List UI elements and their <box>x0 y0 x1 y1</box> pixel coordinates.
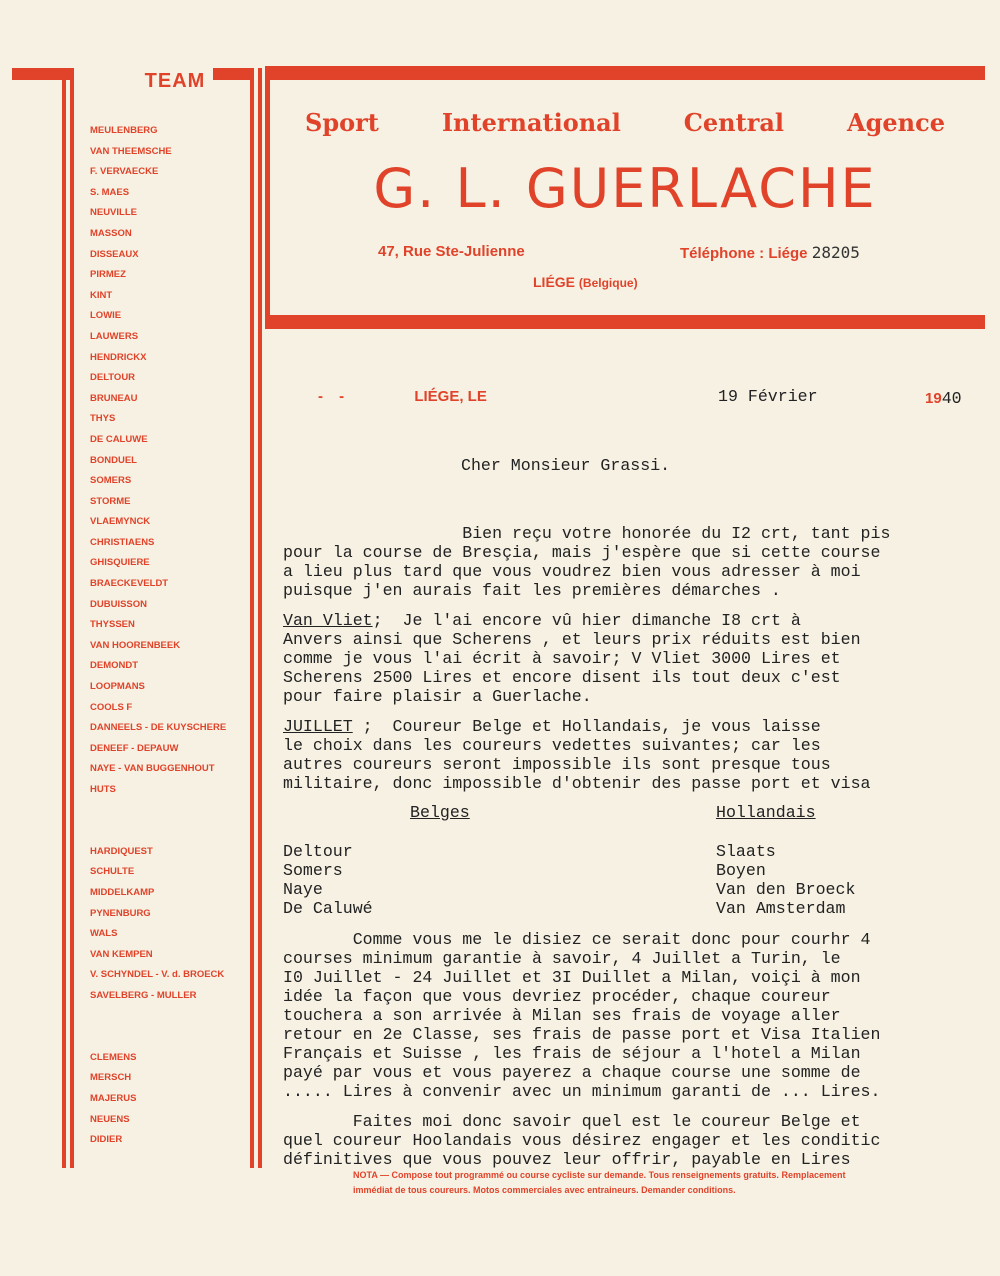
team-member: SAVELBERG - MULLER <box>90 989 197 1001</box>
typed-line: payé par vous et vous payerez a chaque course une somme de <box>283 1063 861 1082</box>
team-member: BRUNEAU <box>90 392 138 404</box>
typed-line: militaire, donc impossible d'obtenir des passe port et visa <box>283 774 871 793</box>
team-member: NAYE - VAN BUGGENHOUT <box>90 763 215 775</box>
company-city <box>533 274 638 290</box>
salutation: Cher Monsieur Grassi. <box>461 456 671 475</box>
typed-line: courses minimum garantie à savoir, 4 Juillet a Turin, le <box>283 949 841 968</box>
team-member: CLEMENS <box>90 1051 137 1063</box>
team-member: STORME <box>90 495 131 507</box>
phone-label: Téléphone : Liége <box>680 245 808 262</box>
team-title: TEAM <box>144 70 206 92</box>
typed-line: comme je vous l'ai écrit à savoir; V Vliet 3000 Lires et <box>283 649 841 668</box>
paragraph-1 <box>283 524 890 600</box>
p3-first-line: ; Coureur Belge et Hollandais, je vous laisse <box>352 717 821 736</box>
team-member: HARDIQUEST <box>90 845 153 857</box>
team-member: LAUWERS <box>90 330 139 342</box>
team-member: THYSSEN <box>90 619 135 631</box>
sidebar-rule-4 <box>258 68 262 1168</box>
team-sidebar <box>0 0 262 1276</box>
typed-line: idée la façon que vous devriez procéder, chaque coureur <box>283 987 831 1006</box>
team-member: MASSON <box>90 227 132 239</box>
typed-line: I0 Juillet - 24 Juillet et 3I Duillet a Milan, voiçi à mon <box>283 968 861 987</box>
team-member: PYNENBURG <box>90 907 151 919</box>
paragraph-2-body <box>283 630 861 706</box>
dateline-place: LIÉGE, LE <box>414 388 487 405</box>
team-member: BRAECKEVELDT <box>90 578 169 590</box>
letter-year <box>925 389 962 408</box>
phone-number: 28205 <box>811 243 860 262</box>
paragraph-3 <box>283 717 821 736</box>
roster-gap <box>90 1030 226 1051</box>
team-member: HUTS <box>90 784 116 795</box>
team-member: MAJERUS <box>90 1092 137 1104</box>
company-phone <box>680 243 860 262</box>
hollandais-heading: Hollandais <box>716 803 816 822</box>
team-member: SCHULTE <box>90 866 135 878</box>
typed-line: puisque j'en aurais fait les premières démarches . <box>283 581 781 600</box>
belges-heading: Belges <box>410 803 470 822</box>
team-member: MERSCH <box>90 1072 132 1084</box>
tagline-word: International <box>441 108 621 137</box>
sidebar-rule-1 <box>62 68 66 1168</box>
tagline-word: Agence <box>846 108 945 137</box>
nota-label: NOTA — <box>353 1170 389 1180</box>
team-member: DENEEF - DEPAUW <box>90 742 179 754</box>
team-member: WALS <box>90 928 118 940</box>
sidebar-rule-2 <box>70 68 74 1168</box>
typed-line: Van den Broeck <box>716 880 856 899</box>
typed-line: Scherens 2500 Lires et encore disent ils tout deux c'est <box>283 668 841 687</box>
team-member: VAN THEEMSCHE <box>90 145 172 157</box>
typed-line: ..... Lires à convenir avec un minimum garanti de ... Lires. <box>283 1082 881 1101</box>
team-member: S. MAES <box>90 186 130 198</box>
typed-line: Slaats <box>716 842 776 861</box>
paragraph-5 <box>283 1112 880 1169</box>
header-top-rule <box>265 66 985 80</box>
p2-first-line: ; Je l'ai encore vû hier dimanche I8 crt à <box>372 611 801 630</box>
team-member: VAN HOORENBEEK <box>90 639 181 651</box>
typed-line: touchera a son arrivée à Milan ses frais de voyage aller <box>283 1006 841 1025</box>
team-member: SOMERS <box>90 475 132 487</box>
van-vliet-label: Van Vliet <box>283 611 373 630</box>
roster-gap <box>90 1010 226 1031</box>
team-member: VAN KEMPEN <box>90 948 153 960</box>
typed-line: Boyen <box>716 861 766 880</box>
belges-list <box>283 842 373 918</box>
team-member: CHRISTIAENS <box>90 536 155 548</box>
team-member: LOWIE <box>90 310 122 322</box>
typed-line: Français et Suisse , les frais de séjour a l'hotel a Milan <box>283 1044 861 1063</box>
typed-line: pour faire plaisir a Guerlache. <box>283 687 592 706</box>
typed-line: définitives que vous pouvez leur offrir, payable en Lires <box>283 1150 851 1169</box>
tagline-word: Central <box>683 108 784 137</box>
typed-line: Faites moi donc savoir quel est le coureur Belge et <box>283 1112 861 1131</box>
team-member: MIDDELKAMP <box>90 886 155 898</box>
typed-line: Van Amsterdam <box>716 899 846 918</box>
city-name: LIÉGE <box>533 274 576 290</box>
letter-date: 19 Février <box>718 387 818 406</box>
typed-line: retour en 2e Classe, ses frais de passe port et Visa Italien <box>283 1025 881 1044</box>
team-member: PIRMEZ <box>90 269 126 281</box>
header-left-rule <box>265 66 270 329</box>
team-member: VLAEMYNCK <box>90 516 151 528</box>
team-member: F. VERVAECKE <box>90 166 159 178</box>
tagline-word: Sport <box>305 108 379 137</box>
typed-line: Comme vous me le disiez ce serait donc pour courhr 4 <box>283 930 871 949</box>
typed-line: Bien reçu votre honorée du I2 crt, tant pis <box>283 524 891 543</box>
year-typed: 40 <box>941 389 962 408</box>
paragraph-4 <box>283 930 880 1101</box>
paragraph-2 <box>283 611 801 630</box>
typed-line: quel coureur Hoolandais vous désirez engager et les conditic <box>283 1131 881 1150</box>
team-member: NEUVILLE <box>90 207 137 219</box>
team-member: NEUENS <box>90 1113 130 1125</box>
dateline-dashes: - - <box>318 388 351 405</box>
team-member: DANNEELS - DE KUYSCHERE <box>90 722 227 734</box>
team-member: DE CALUWE <box>90 433 148 445</box>
team-member: GHISQUIERE <box>90 557 150 569</box>
team-member: KINT <box>90 289 113 301</box>
hollandais-list <box>716 842 855 918</box>
typed-line: De Caluwé <box>283 899 373 918</box>
typed-line: Anvers ainsi que Scherens , et leurs prix réduits est bien <box>283 630 861 649</box>
sidebar-rule-3 <box>250 68 254 1168</box>
footer-nota <box>353 1168 873 1198</box>
team-member: DIDIER <box>90 1134 123 1146</box>
team-member: DUBUISSON <box>90 598 148 610</box>
nota-text: Compose tout programmé ou course cycliste sur demande. Tous renseignements gratuits. Remplacement immédiat de tous coureurs. Motos commerciales avec entraineurs. Demander conditions. <box>353 1170 846 1195</box>
team-member: COOLS F <box>90 701 133 713</box>
dateline <box>318 388 487 405</box>
typed-line: Deltour <box>283 842 353 861</box>
year-printed: 19 <box>925 390 942 407</box>
company-address: 47, Rue Ste-Julienne <box>378 243 525 260</box>
header-bottom-rule <box>265 315 985 329</box>
company-name: G. L. GUERLACHE <box>373 157 877 220</box>
team-member: MEULENBERG <box>90 125 158 136</box>
typed-line: pour la course de Bresçia, mais j'espère que si cette course <box>283 543 881 562</box>
typed-line: autres coureurs seront impossible ils sont presque tous <box>283 755 831 774</box>
team-member: HENDRICKX <box>90 351 147 363</box>
typed-line: a lieu plus tard que vous voudrez bien vous adresser à moi <box>283 562 861 581</box>
typed-line: le choix dans les coureurs vedettes suivantes; car les <box>283 736 821 755</box>
country-name: (Belgique) <box>578 276 638 290</box>
typed-line: Somers <box>283 861 343 880</box>
team-member: THYS <box>90 413 116 425</box>
team-member: DEMONDT <box>90 660 139 672</box>
juillet-label: JUILLET <box>283 717 353 736</box>
team-member: LOOPMANS <box>90 681 145 693</box>
team-member: BONDUEL <box>90 454 137 466</box>
paragraph-3-body <box>283 736 871 793</box>
team-member: V. SCHYNDEL - V. d. BROECK <box>90 969 225 981</box>
agency-tagline <box>305 108 945 137</box>
team-member: DELTOUR <box>90 372 136 384</box>
team-roster <box>90 124 226 1154</box>
roster-gap <box>90 824 226 845</box>
typed-line: Naye <box>283 880 323 899</box>
roster-gap <box>90 804 226 825</box>
team-member: DISSEAUX <box>90 248 139 260</box>
